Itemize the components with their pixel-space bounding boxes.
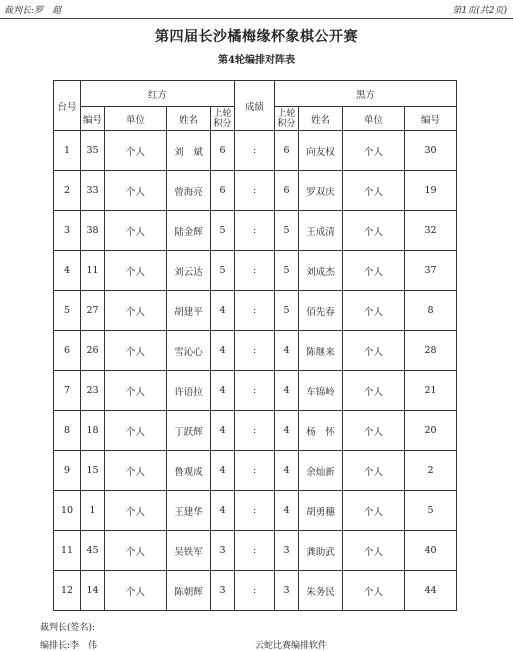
red-unit: 个人 [105,331,167,371]
black-prev-score: 6 [275,171,299,211]
table-number: 6 [54,331,81,371]
red-name: 王建华 [167,491,211,531]
red-unit: 个人 [105,131,167,171]
red-id: 11 [81,251,105,291]
result-cell: : [235,491,275,531]
document-title: 第四届长沙橘梅缘杯象棋公开赛 [155,29,358,45]
black-unit: 个人 [343,491,405,531]
red-side-header: 红方 [81,81,235,107]
result-cell: : [235,571,275,611]
table-number: 5 [54,291,81,331]
black-name: 王成清 [299,211,343,251]
black-id: 21 [405,371,457,411]
red-name: 陈朝辉 [167,571,211,611]
red-id: 18 [81,411,105,451]
table-row [54,371,457,411]
table-number: 11 [54,531,81,571]
red-name: 曾海亮 [167,171,211,211]
black-name: 刘成杰 [299,251,343,291]
red-unit: 个人 [105,291,167,331]
black-unit: 个人 [343,251,405,291]
black-id: 32 [405,211,457,251]
table-row [54,131,457,171]
black-unit: 个人 [343,211,405,251]
black-prev-score: 3 [275,531,299,571]
black-unit: 个人 [343,331,405,371]
black-id: 8 [405,291,457,331]
black-name: 胡勇穗 [299,491,343,531]
col-header-black-prev-score: 上轮积分 [275,107,299,131]
col-header-table-no: 台号 [54,81,81,131]
table-row [54,491,457,531]
result-cell: : [235,331,275,371]
red-prev-score: 5 [211,251,235,291]
table-row [54,331,457,371]
black-id: 28 [405,331,457,371]
col-header-red-id: 编号 [81,107,105,131]
result-cell: : [235,531,275,571]
result-cell: : [235,411,275,451]
red-prev-score: 4 [211,331,235,371]
black-id: 30 [405,131,457,171]
table-row [54,451,457,491]
red-name: 刘 斌 [167,131,211,171]
black-name: 朱务民 [299,571,343,611]
red-prev-score: 4 [211,371,235,411]
black-unit: 个人 [343,171,405,211]
red-unit: 个人 [105,171,167,211]
black-unit: 个人 [343,411,405,451]
red-name: 胡建平 [167,291,211,331]
black-prev-score: 4 [275,451,299,491]
red-prev-score: 6 [211,131,235,171]
black-name: 杨 怀 [299,411,343,451]
black-unit: 个人 [343,371,405,411]
red-unit: 个人 [105,371,167,411]
red-name: 许语拉 [167,371,211,411]
red-name: 鲁观成 [167,451,211,491]
black-id: 5 [405,491,457,531]
black-id: 19 [405,171,457,211]
red-id: 23 [81,371,105,411]
result-cell: : [235,251,275,291]
result-cell: : [235,131,275,171]
page-number: 第1页(共2页) [452,6,507,16]
red-id: 27 [81,291,105,331]
black-name: 龚助武 [299,531,343,571]
black-name: 罗双庆 [299,171,343,211]
table-number: 9 [54,451,81,491]
red-prev-score: 4 [211,491,235,531]
red-id: 45 [81,531,105,571]
red-unit: 个人 [105,491,167,531]
red-id: 15 [81,451,105,491]
table-number: 2 [54,171,81,211]
black-id: 2 [405,451,457,491]
col-header-red-prev-score: 上轮积分 [211,107,235,131]
black-unit: 个人 [343,291,405,331]
black-prev-score: 5 [275,211,299,251]
red-id: 1 [81,491,105,531]
table-row [54,251,457,291]
red-id: 26 [81,331,105,371]
col-header-red-unit: 单位 [105,107,167,131]
document-subtitle: 第4轮编排对阵表 [218,55,295,66]
col-header-result: 成绩 [235,81,275,131]
table-number: 1 [54,131,81,171]
table-row [54,411,457,451]
black-prev-score: 4 [275,331,299,371]
pairing-table [53,80,457,611]
red-prev-score: 4 [211,291,235,331]
black-prev-score: 6 [275,131,299,171]
table-number: 12 [54,571,81,611]
black-unit: 个人 [343,531,405,571]
header-bar [0,0,513,19]
red-id: 35 [81,131,105,171]
software-label: 云蛇比赛编排软件 [255,641,328,651]
red-unit: 个人 [105,251,167,291]
table-row [54,211,457,251]
red-prev-score: 4 [211,411,235,451]
black-prev-score: 3 [275,571,299,611]
black-prev-score: 5 [275,251,299,291]
red-unit: 个人 [105,411,167,451]
black-unit: 个人 [343,571,405,611]
black-unit: 个人 [343,131,405,171]
col-header-black-unit: 单位 [343,107,405,131]
table-number: 10 [54,491,81,531]
result-cell: : [235,211,275,251]
col-header-black-id: 编号 [405,107,457,131]
table-row [54,531,457,571]
red-name: 雪沁心 [167,331,211,371]
signature-label: 裁判长(签名): [40,623,96,633]
black-name: 余灿新 [299,451,343,491]
black-prev-score: 5 [275,291,299,331]
red-id: 33 [81,171,105,211]
table-row [54,171,457,211]
black-id: 20 [405,411,457,451]
black-name: 陈继来 [299,331,343,371]
red-prev-score: 4 [211,451,235,491]
red-name: 陆金辉 [167,211,211,251]
red-prev-score: 3 [211,571,235,611]
red-id: 38 [81,211,105,251]
result-cell: : [235,371,275,411]
black-name: 车锦岭 [299,371,343,411]
black-prev-score: 4 [275,411,299,451]
arranger-label: 编排长:李 伟 [40,641,98,651]
table-number: 3 [54,211,81,251]
black-id: 37 [405,251,457,291]
result-cell: : [235,451,275,491]
col-header-black-name: 姓名 [299,107,343,131]
table-number: 7 [54,371,81,411]
red-unit: 个人 [105,571,167,611]
red-prev-score: 5 [211,211,235,251]
red-unit: 个人 [105,211,167,251]
black-name: 向友权 [299,131,343,171]
black-id: 44 [405,571,457,611]
black-unit: 个人 [343,451,405,491]
result-cell: : [235,171,275,211]
col-header-red-name: 姓名 [167,107,211,131]
red-unit: 个人 [105,531,167,571]
table-number: 4 [54,251,81,291]
red-prev-score: 6 [211,171,235,211]
chief-referee-header: 裁判长:罗 超 [4,6,62,16]
red-prev-score: 3 [211,531,235,571]
red-id: 14 [81,571,105,611]
result-cell: : [235,291,275,331]
table-number: 8 [54,411,81,451]
black-name: 佰先春 [299,291,343,331]
red-name: 丁跃辉 [167,411,211,451]
table-row [54,571,457,611]
table-row [54,291,457,331]
red-unit: 个人 [105,451,167,491]
red-name: 刘云达 [167,251,211,291]
red-name: 吴铁军 [167,531,211,571]
black-prev-score: 4 [275,371,299,411]
black-prev-score: 4 [275,491,299,531]
black-side-header: 黑方 [275,81,457,107]
black-id: 40 [405,531,457,571]
